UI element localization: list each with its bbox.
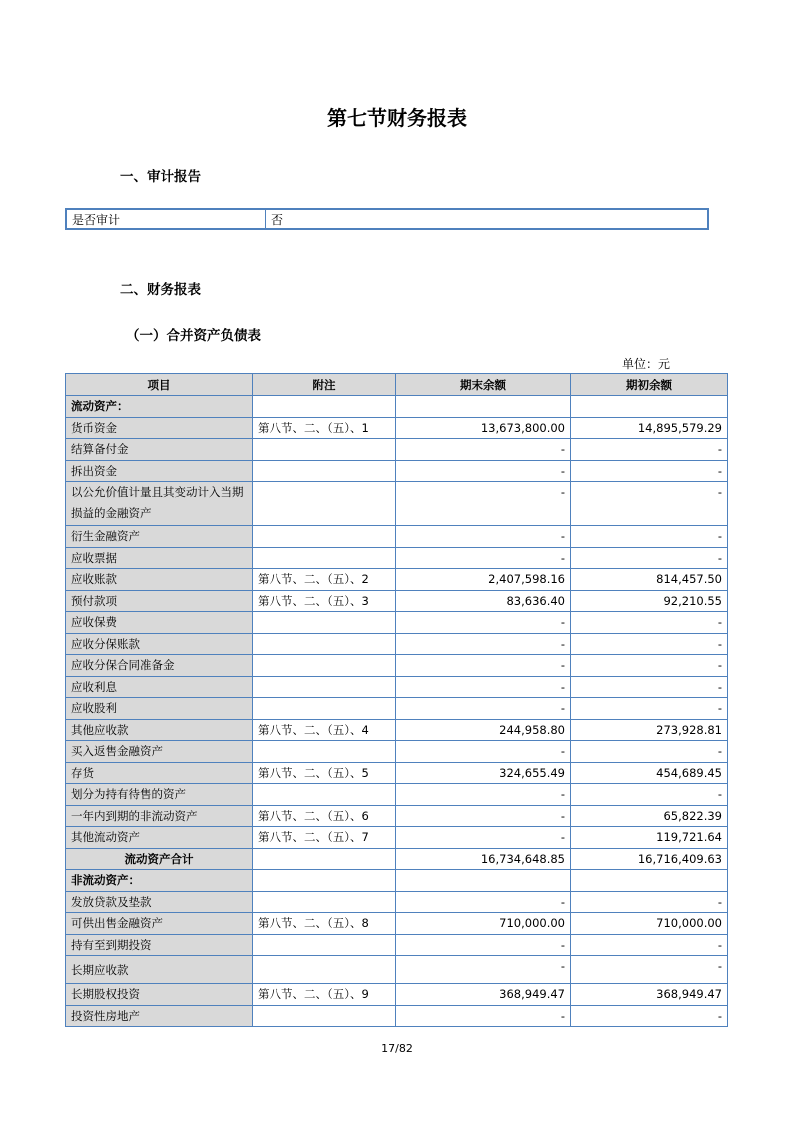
header-begin-balance: 期初余额 (571, 374, 728, 396)
row-begin-balance: 454,689.45 (571, 762, 728, 784)
row-end-balance: - (396, 655, 571, 677)
row-end-balance: - (396, 934, 571, 956)
page-title: 第七节财务报表 (327, 106, 467, 130)
row-note: 第八节、二、（五）、4 (253, 719, 396, 741)
row-note (253, 956, 396, 984)
row-end-balance (396, 870, 571, 892)
row-begin-balance: - (571, 439, 728, 461)
table-row (66, 956, 728, 984)
row-end-balance: - (396, 827, 571, 849)
row-item-label: 流动资产： (66, 396, 253, 418)
row-end-balance: - (396, 526, 571, 548)
row-begin-balance: - (571, 460, 728, 482)
row-item-label: 拆出资金 (66, 460, 253, 482)
table-row (66, 612, 728, 634)
row-note (253, 934, 396, 956)
row-note (253, 396, 396, 418)
row-note: 第八节、二、（五）、9 (253, 984, 396, 1006)
row-note (253, 1005, 396, 1027)
table-row (66, 741, 728, 763)
row-note (253, 547, 396, 569)
row-end-balance: - (396, 547, 571, 569)
row-begin-balance: 119,721.64 (571, 827, 728, 849)
table-row (66, 784, 728, 806)
page-number: 17/82 (381, 1042, 413, 1055)
table-row (66, 870, 728, 892)
row-note (253, 741, 396, 763)
row-end-balance: - (396, 891, 571, 913)
row-begin-balance: 16,716,409.63 (571, 848, 728, 870)
row-begin-balance: 14,895,579.29 (571, 417, 728, 439)
row-note (253, 676, 396, 698)
table-row (66, 891, 728, 913)
row-item-label: 应收分保合同准备金 (66, 655, 253, 677)
row-begin-balance: - (571, 655, 728, 677)
table-row (66, 526, 728, 548)
row-note (253, 526, 396, 548)
row-begin-balance: 65,822.39 (571, 805, 728, 827)
audit-label: 是否审计 (67, 210, 266, 228)
row-end-balance: 244,958.80 (396, 719, 571, 741)
table-header-row (66, 374, 728, 396)
balance-sheet-table (65, 373, 728, 1027)
row-note (253, 633, 396, 655)
row-begin-balance: - (571, 612, 728, 634)
row-begin-balance: - (571, 633, 728, 655)
table-row (66, 984, 728, 1006)
row-item-label: 应收利息 (66, 676, 253, 698)
row-item-label: 其他应收款 (66, 719, 253, 741)
row-begin-balance: - (571, 891, 728, 913)
row-item-label: 以公允价值计量且其变动计入当期损益的金融资产 (66, 482, 253, 526)
table-row (66, 460, 728, 482)
row-note (253, 870, 396, 892)
row-end-balance: - (396, 633, 571, 655)
row-begin-balance: - (571, 698, 728, 720)
row-end-balance: - (396, 1005, 571, 1027)
table-row (66, 676, 728, 698)
row-note: 第八节、二、（五）、8 (253, 913, 396, 935)
section-heading-audit-report: 一、审计报告 (120, 169, 201, 185)
row-end-balance: - (396, 698, 571, 720)
table-row (66, 482, 728, 526)
row-item-label: 货币资金 (66, 417, 253, 439)
row-end-balance: 368,949.47 (396, 984, 571, 1006)
audit-value: 否 (271, 212, 284, 227)
row-item-label: 投资性房地产 (66, 1005, 253, 1027)
row-item-label: 一年内到期的非流动资产 (66, 805, 253, 827)
row-begin-balance: - (571, 676, 728, 698)
row-end-balance: - (396, 805, 571, 827)
row-item-label: 应收股利 (66, 698, 253, 720)
row-end-balance: - (396, 482, 571, 526)
row-item-label: 结算备付金 (66, 439, 253, 461)
row-end-balance: - (396, 439, 571, 461)
row-end-balance: - (396, 612, 571, 634)
row-end-balance: 13,673,800.00 (396, 417, 571, 439)
table-row (66, 633, 728, 655)
table-row (66, 934, 728, 956)
row-note (253, 612, 396, 634)
row-begin-balance: 814,457.50 (571, 569, 728, 591)
header-item: 项目 (66, 374, 253, 396)
table-row (66, 827, 728, 849)
row-begin-balance: - (571, 526, 728, 548)
row-note (253, 482, 396, 526)
row-item-label: 可供出售金融资产 (66, 913, 253, 935)
row-item-label: 流动资产合计 (66, 848, 253, 870)
row-item-label: 应收分保账款 (66, 633, 253, 655)
row-end-balance: - (396, 741, 571, 763)
row-end-balance: 83,636.40 (396, 590, 571, 612)
row-begin-balance: 273,928.81 (571, 719, 728, 741)
row-note (253, 439, 396, 461)
row-note: 第八节、二、（五）、2 (253, 569, 396, 591)
table-row (66, 848, 728, 870)
row-item-label: 应收保费 (66, 612, 253, 634)
audit-status-table (65, 208, 709, 230)
row-end-balance: 710,000.00 (396, 913, 571, 935)
row-note (253, 460, 396, 482)
row-begin-balance: - (571, 547, 728, 569)
row-end-balance: - (396, 784, 571, 806)
row-begin-balance: - (571, 482, 728, 526)
row-end-balance: - (396, 460, 571, 482)
row-item-label: 长期应收款 (66, 956, 253, 984)
row-begin-balance: - (571, 956, 728, 984)
row-item-label: 划分为持有待售的资产 (66, 784, 253, 806)
table-row (66, 655, 728, 677)
table-row (66, 805, 728, 827)
table-row (66, 698, 728, 720)
table-row (66, 439, 728, 461)
row-begin-balance (571, 396, 728, 418)
row-item-label: 应收票据 (66, 547, 253, 569)
table-row (66, 762, 728, 784)
row-item-label: 存货 (66, 762, 253, 784)
row-note: 第八节、二、（五）、5 (253, 762, 396, 784)
row-item-label: 买入返售金融资产 (66, 741, 253, 763)
table-row (66, 417, 728, 439)
table-row (66, 913, 728, 935)
row-begin-balance: 92,210.55 (571, 590, 728, 612)
row-begin-balance: 710,000.00 (571, 913, 728, 935)
section-heading-financial-statements: 二、财务报表 (120, 282, 201, 298)
currency-unit: 单位：元 (622, 357, 671, 371)
row-item-label: 预付款项 (66, 590, 253, 612)
table-row (66, 719, 728, 741)
subsection-heading-balance-sheet: （一）合并资产负债表 (126, 328, 261, 344)
table-row (66, 1005, 728, 1027)
row-begin-balance: 368,949.47 (571, 984, 728, 1006)
header-note: 附注 (253, 374, 396, 396)
row-end-balance: 2,407,598.16 (396, 569, 571, 591)
row-note (253, 655, 396, 677)
row-end-balance (396, 396, 571, 418)
row-end-balance: 324,655.49 (396, 762, 571, 784)
table-row (66, 396, 728, 418)
row-item-label: 应收账款 (66, 569, 253, 591)
row-item-label: 发放贷款及垫款 (66, 891, 253, 913)
row-item-label: 持有至到期投资 (66, 934, 253, 956)
table-row (66, 547, 728, 569)
row-end-balance: - (396, 676, 571, 698)
row-note (253, 698, 396, 720)
row-end-balance: 16,734,648.85 (396, 848, 571, 870)
row-begin-balance: - (571, 1005, 728, 1027)
row-item-label: 其他流动资产 (66, 827, 253, 849)
table-row (66, 590, 728, 612)
row-end-balance: - (396, 956, 571, 984)
row-note (253, 784, 396, 806)
row-note: 第八节、二、（五）、7 (253, 827, 396, 849)
row-begin-balance: - (571, 741, 728, 763)
row-item-label: 长期股权投资 (66, 984, 253, 1006)
row-begin-balance: - (571, 934, 728, 956)
row-note (253, 848, 396, 870)
row-note: 第八节、二、（五）、6 (253, 805, 396, 827)
header-end-balance: 期末余额 (396, 374, 571, 396)
row-note: 第八节、二、（五）、3 (253, 590, 396, 612)
table-row (66, 569, 728, 591)
row-begin-balance: - (571, 784, 728, 806)
row-item-label: 非流动资产： (66, 870, 253, 892)
row-begin-balance (571, 870, 728, 892)
row-note: 第八节、二、（五）、1 (253, 417, 396, 439)
row-item-label: 衍生金融资产 (66, 526, 253, 548)
row-note (253, 891, 396, 913)
